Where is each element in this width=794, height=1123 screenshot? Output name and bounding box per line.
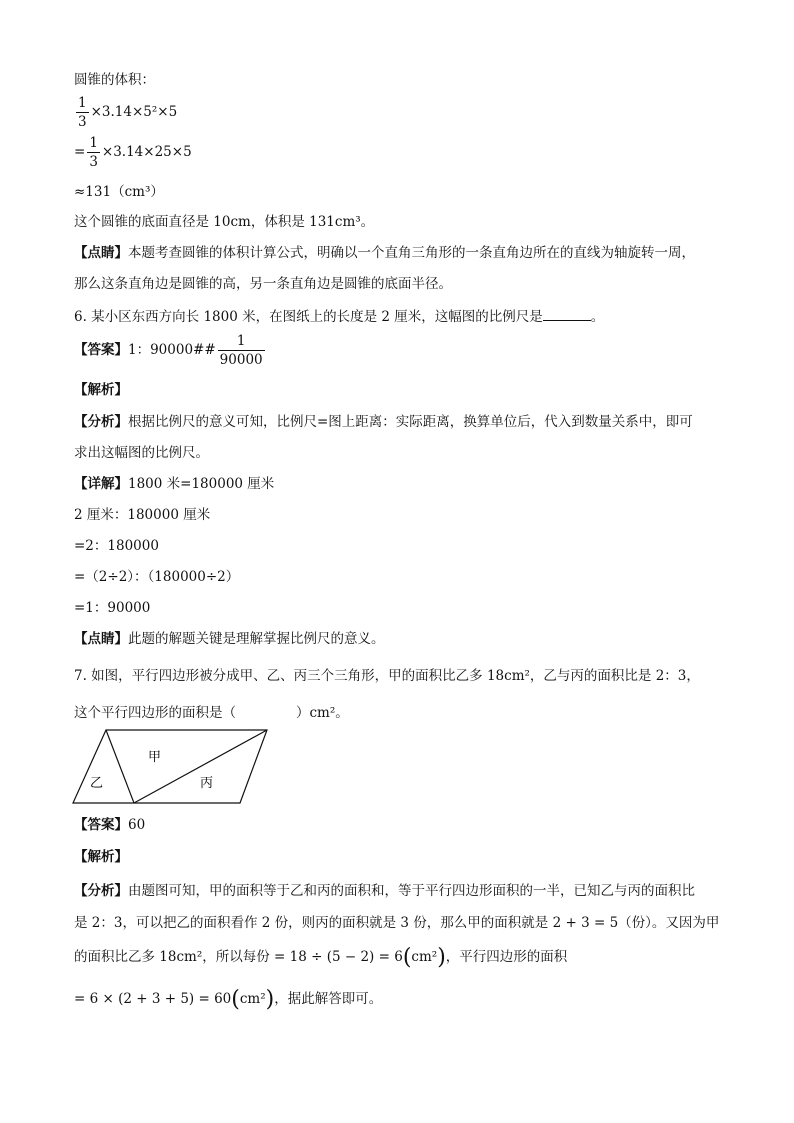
cone-volume-result: ≈131（cm³） — [74, 184, 164, 200]
q6-step2: =2：180000 — [74, 538, 159, 554]
q7-answer: 【答案】60 — [74, 817, 146, 833]
q7-jiexi: 【解析】 — [74, 849, 128, 865]
parallelogram-outline — [73, 730, 267, 803]
cone-volume-heading: 圆锥的体积： — [74, 72, 155, 88]
q7-fenxi-line2: 是 2：3，可以把乙的面积看作 2 份，则丙的面积就是 3 份，那么甲的面积就是 2 + 3 = 5（份）。又因为甲 — [74, 915, 720, 931]
q6-fenxi-line1: 【分析】根据比例尺的意义可知，比例尺=图上距离：实际距离，换算单位后，代入到数量关系中，即可 — [74, 414, 693, 430]
q7-question-line2: 这个平行四边形的面积是（ ）cm²。 — [74, 705, 349, 721]
parallelogram-figure — [70, 727, 270, 807]
label-yi: 乙 — [90, 776, 104, 791]
q7-fenxi-line4: = 6 × (2 + 3 + 5) = 60(cm²)，据此解答即可。 — [74, 987, 383, 1012]
q7-fenxi-line3: 的面积比乙多 18cm²，所以每份 = 18 ÷ (5 − 2) = 6(cm²)，平行四边形的面积 — [74, 945, 568, 970]
answer-fraction: $\frac{1}{90000}$ — [219, 333, 263, 368]
q7-question-line1: 7. 如图，平行四边形被分成甲、乙、丙三个三角形，甲的面积比乙多 18cm²，乙与丙的面积比是 2：3， — [74, 668, 700, 684]
q6-jiexi: 【解析】 — [74, 382, 128, 398]
label-bing: 丙 — [200, 776, 214, 791]
q6-step4: =1：90000 — [74, 600, 151, 616]
cone-volume-line1: $\frac{1}{3}$ ×3.14×5²×5 — [78, 95, 178, 130]
cone-volume-line2: = $\frac{1}{3}$ ×3.14×25×5 — [74, 135, 192, 170]
q6-step3: =（2÷2）：（180000÷2） — [74, 569, 240, 585]
q6-question: 6. 某小区东西方向长 1800 米，在图纸上的长度是 2 厘米，这幅图的比例尺是 。 — [74, 306, 604, 327]
diagonal-line — [134, 730, 267, 803]
answer-blank — [543, 306, 591, 321]
divider-line — [106, 730, 134, 803]
q6-tip: 【点睛】此题的解题关键是理解掌握比例尺的意义。 — [74, 631, 385, 647]
q6-fenxi-line2: 求出这幅图的比例尺。 — [74, 445, 209, 461]
q6-step1: 2 厘米：180000 厘米 — [74, 507, 211, 523]
q6-xiangjie: 【详解】1800 米=180000 厘米 — [74, 476, 275, 492]
q6-answer: 【答案】1：90000## $\frac{1}{90000}$ — [74, 333, 263, 368]
cone-tip-line2: 那么这条直角边是圆锥的高，另一条直角边是圆锥的底面半径。 — [74, 276, 452, 292]
fraction-one-third: $\frac{1}{3}$ — [89, 135, 98, 170]
cone-conclusion: 这个圆锥的底面直径是 10cm，体积是 131cm³。 — [74, 214, 375, 230]
cone-tip-line1: 【点睛】本题考查圆锥的体积计算公式，明确以一个直角三角形的一条直角边所在的直线为轴旋转一周， — [74, 245, 695, 261]
fraction-one-third: $\frac{1}{3}$ — [78, 95, 87, 130]
q7-fenxi-line1: 【分析】由题图可知，甲的面积等于乙和丙的面积和，等于平行四边形面积的一半，已知乙与丙的面积比 — [74, 883, 695, 899]
label-jia: 甲 — [148, 750, 162, 765]
